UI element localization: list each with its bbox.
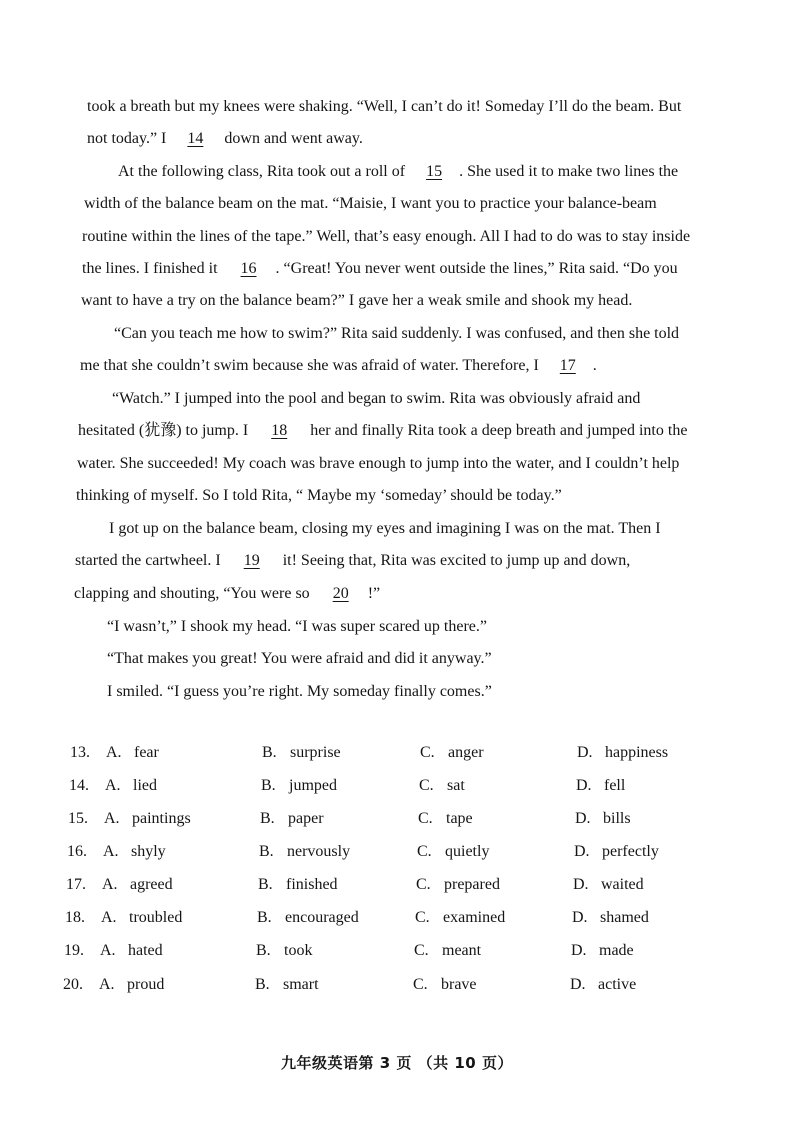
passage-line bbox=[82, 259, 678, 279]
option-d: D. bills bbox=[575, 810, 631, 827]
option-a: A. troubled bbox=[101, 909, 183, 926]
text-segment: clapping and shouting, “You were so bbox=[74, 585, 314, 602]
question-row-19 bbox=[0, 942, 794, 966]
option-c: C. prepared bbox=[416, 876, 500, 893]
passage-line: “Can you teach me how to swim?” Rita said suddenly. I was confused, and then she told bbox=[114, 325, 680, 342]
option-b: B. finished bbox=[258, 876, 338, 893]
text-segment: . bbox=[592, 357, 597, 374]
text-segment: not today.” I bbox=[87, 130, 171, 147]
question-row-13 bbox=[0, 744, 794, 768]
question-row-18 bbox=[0, 909, 794, 933]
option-b: B. smart bbox=[255, 976, 319, 993]
text-segment: !” bbox=[367, 585, 381, 602]
passage-line: I got up on the balance beam, closing my eyes and imagining I was on the mat. Then I bbox=[109, 520, 661, 537]
option-a: A. lied bbox=[105, 777, 157, 794]
option-a: A. paintings bbox=[104, 810, 191, 827]
option-c: C. brave bbox=[413, 976, 477, 993]
option-d: D. fell bbox=[576, 777, 626, 794]
blank-15: 15 bbox=[426, 163, 443, 180]
option-b: B. took bbox=[256, 942, 313, 959]
blank-14: 14 bbox=[187, 130, 204, 147]
question-number: 20. bbox=[63, 976, 83, 993]
question-number: 16. bbox=[67, 843, 87, 860]
option-d: D. shamed bbox=[572, 909, 649, 926]
page-footer: 九年级英语第 3 页 （共 10 页） bbox=[281, 1054, 513, 1072]
text-segment: At the following class, Rita took out a roll of bbox=[118, 163, 410, 180]
passage-line: thinking of myself. So I told Rita, “ Maybe my ‘someday’ should be today.” bbox=[76, 487, 562, 504]
passage-paragraph-7: “That makes you great! You were afraid and did it anyway.” bbox=[107, 650, 492, 667]
option-d: D. happiness bbox=[577, 744, 669, 761]
question-row-15 bbox=[0, 810, 794, 834]
question-number: 15. bbox=[68, 810, 88, 827]
option-b: B. surprise bbox=[262, 744, 341, 761]
question-row-20 bbox=[0, 976, 794, 1000]
text-segment: started the cartwheel. I bbox=[75, 552, 225, 569]
option-c: C. anger bbox=[420, 744, 484, 761]
passage-line: want to have a try on the balance beam?” I gave her a weak smile and shook my head. bbox=[81, 292, 633, 309]
blank-18: 18 bbox=[271, 422, 288, 439]
option-d: D. active bbox=[570, 976, 637, 993]
option-c: C. examined bbox=[415, 909, 506, 926]
option-b: B. encouraged bbox=[257, 909, 359, 926]
text-segment: . “Great! You never went outside the lines,” Rita said. “Do you bbox=[275, 260, 678, 277]
question-number: 18. bbox=[65, 909, 85, 926]
passage-line bbox=[118, 162, 678, 182]
option-c: C. tape bbox=[418, 810, 473, 827]
passage-line: water. She succeeded! My coach was brave enough to jump into the water, and I couldn’t help bbox=[77, 455, 680, 472]
passage-line: width of the balance beam on the mat. “Maisie, I want you to practice your balance-beam bbox=[84, 195, 657, 212]
text-segment: her and finally Rita took a deep breath and jumped into the bbox=[306, 422, 688, 439]
option-b: B. nervously bbox=[259, 843, 351, 860]
passage-paragraph-6: “I wasn’t,” I shook my head. “I was super scared up there.” bbox=[107, 618, 488, 635]
passage-line bbox=[78, 421, 687, 441]
option-c: C. sat bbox=[419, 777, 465, 794]
question-number: 19. bbox=[64, 942, 84, 959]
passage-line: “Watch.” I jumped into the pool and began to swim. Rita was obviously afraid and bbox=[112, 390, 641, 407]
text-segment: it! Seeing that, Rita was excited to jump up and down, bbox=[278, 552, 631, 569]
option-a: A. shyly bbox=[103, 843, 166, 860]
text-segment: hesitated (犹豫) to jump. I bbox=[78, 422, 253, 439]
option-a: A. fear bbox=[106, 744, 159, 761]
text-segment: the lines. I finished it bbox=[82, 260, 222, 277]
question-row-17 bbox=[0, 876, 794, 900]
option-a: A. proud bbox=[99, 976, 165, 993]
question-number: 17. bbox=[66, 876, 86, 893]
passage-line bbox=[74, 584, 380, 604]
text-segment: . She used it to make two lines the bbox=[459, 163, 679, 180]
text-segment: down and went away. bbox=[220, 130, 363, 147]
text-segment: me that she couldn’t swim because she was afraid of water. Therefore, I bbox=[80, 357, 543, 374]
passage-line bbox=[75, 551, 630, 571]
passage-line bbox=[80, 356, 597, 376]
question-row-14 bbox=[0, 777, 794, 801]
option-c: C. meant bbox=[414, 942, 482, 959]
passage-line: took a breath but my knees were shaking. “Well, I can’t do it! Someday I’ll do the beam. But bbox=[87, 98, 682, 115]
blank-17: 17 bbox=[559, 357, 576, 374]
passage-line bbox=[87, 129, 363, 149]
option-a: A. agreed bbox=[102, 876, 173, 893]
blank-20: 20 bbox=[332, 585, 349, 602]
blank-16: 16 bbox=[240, 260, 257, 277]
question-row-16 bbox=[0, 843, 794, 867]
option-d: D. made bbox=[571, 942, 634, 959]
option-c: C. quietly bbox=[417, 843, 490, 860]
question-number: 13. bbox=[70, 744, 90, 761]
question-number: 14. bbox=[69, 777, 89, 794]
passage-paragraph-8: I smiled. “I guess you’re right. My someday finally comes.” bbox=[107, 683, 492, 700]
option-b: B. jumped bbox=[261, 777, 337, 794]
blank-19: 19 bbox=[243, 552, 260, 569]
option-d: D. perfectly bbox=[574, 843, 659, 860]
passage-line: routine within the lines of the tape.” Well, that’s easy enough. All I had to do was to stay inside bbox=[82, 228, 691, 245]
option-b: B. paper bbox=[260, 810, 324, 827]
option-a: A. hated bbox=[100, 942, 163, 959]
option-d: D. waited bbox=[573, 876, 644, 893]
